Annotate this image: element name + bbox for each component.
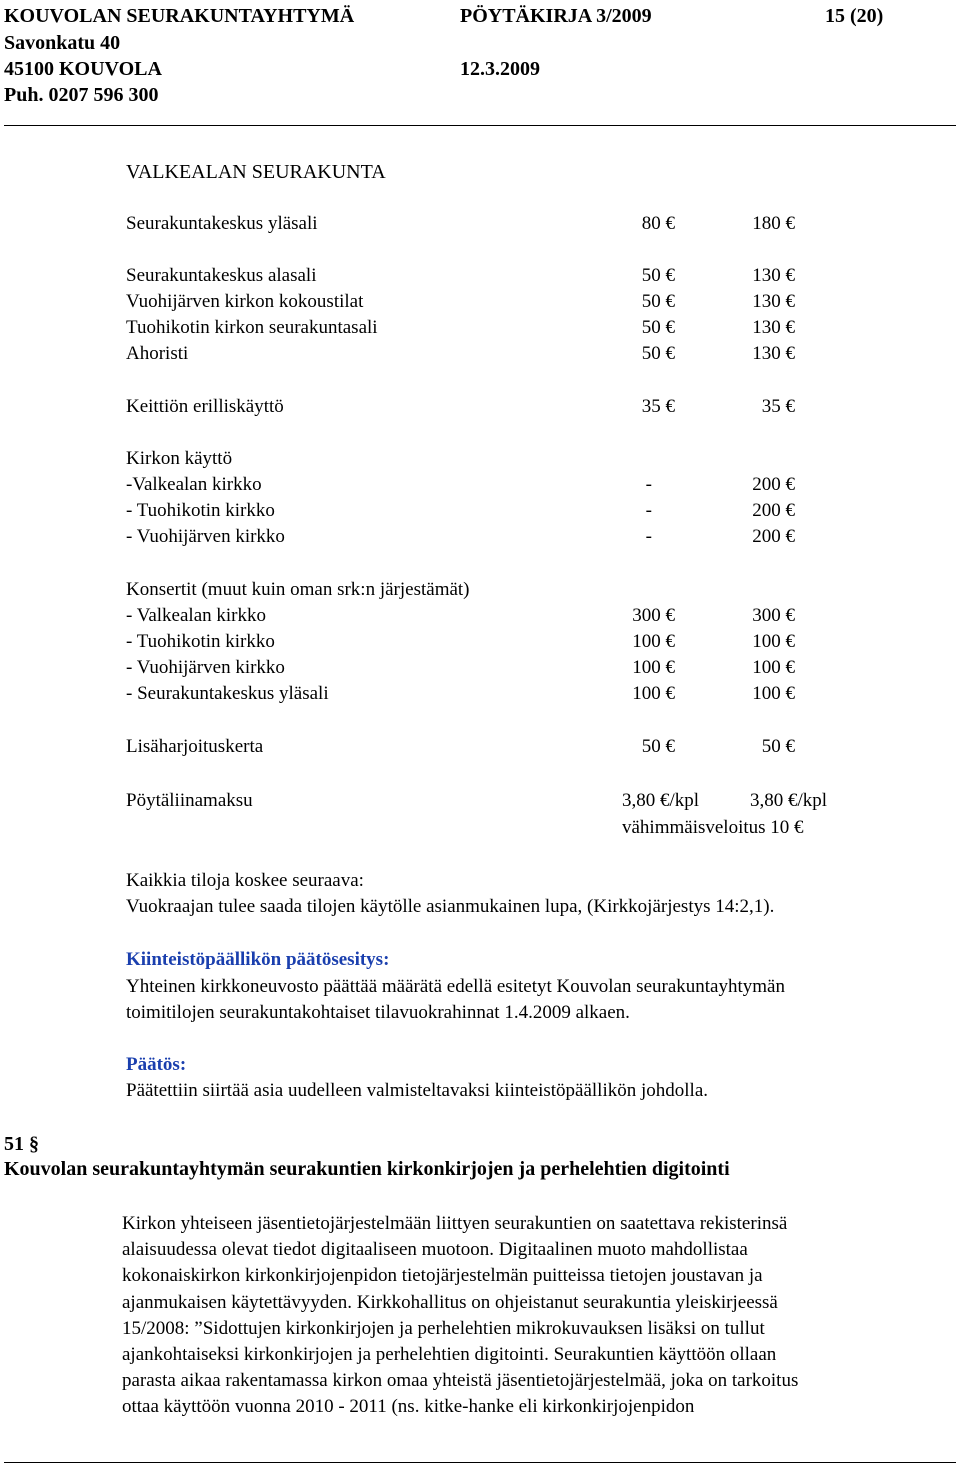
table-fee-row <box>0 791 960 813</box>
price-row-label: - Vuohijärven kirkko <box>126 526 285 547</box>
header-phone: Puh. 0207 596 300 <box>4 84 159 106</box>
section-title: VALKEALAN SEURAKUNTA <box>126 161 386 183</box>
price-row-value-1: 50 € <box>641 736 675 757</box>
item-body-line: ajanmukaisen käytettävyyden. Kirkkohallitus on ohjeistanut seurakuntia yleiskirjeessä <box>122 1292 778 1313</box>
price-row-heading <box>0 580 960 602</box>
table-fee-label: Pöytäliinamaksu <box>126 790 253 811</box>
table-fee-minimum-row <box>0 818 960 840</box>
price-row-value-2: 130 € <box>752 317 795 338</box>
price-row-value-2: 300 € <box>752 605 795 626</box>
price-row-label: -Valkealan kirkko <box>126 474 262 495</box>
header-city: 45100 KOUVOLA <box>4 58 162 80</box>
price-row-label: - Valkealan kirkko <box>126 605 266 626</box>
price-row <box>0 344 960 366</box>
price-row <box>0 292 960 314</box>
item-body-line: alaisuudessa olevat tiedot digitaaliseen muotoon. Digitaalinen muoto mahdollistaa <box>122 1239 748 1260</box>
decision-heading: Päätös: <box>126 1054 187 1075</box>
item-body-line: ottaa käyttöön vuonna 2010 - 2011 (ns. kitke-hanke eli kirkonkirjojenpidon <box>122 1396 695 1417</box>
item-body-line: parasta aikaa rakentamassa kirkon omaa yhteistä jäsentietojärjestelmää, joka on tarkoitus <box>122 1370 799 1391</box>
price-row <box>0 606 960 628</box>
price-row <box>0 266 960 288</box>
price-row-value-1: 80 € <box>641 213 675 234</box>
price-row-label: Lisäharjoituskerta <box>126 736 264 757</box>
price-row-value-1: 300 € <box>632 605 675 626</box>
price-row-value-1: 50 € <box>641 317 675 338</box>
price-row-label: Keittiön erilliskäyttö <box>126 396 284 417</box>
price-row-value-2: 130 € <box>752 343 795 364</box>
price-row-label: Seurakuntakeskus alasali <box>126 265 317 286</box>
price-row <box>0 475 960 497</box>
price-row <box>0 214 960 236</box>
item-title: Kouvolan seurakuntayhtymän seurakuntien kirkonkirjojen ja perhelehtien digitointi <box>4 1158 730 1180</box>
price-row-value-1: 100 € <box>632 631 675 652</box>
price-row-label: - Vuohijärven kirkko <box>126 657 285 678</box>
price-row-heading <box>0 449 960 471</box>
price-row <box>0 632 960 654</box>
price-row <box>0 684 960 706</box>
price-row-label: Konsertit (muut kuin oman srk:n järjestämät) <box>126 579 470 600</box>
price-row-value-1: - <box>645 474 652 495</box>
price-row-value-1: 50 € <box>641 343 675 364</box>
header-document: PÖYTÄKIRJA 3/2009 <box>460 5 652 27</box>
price-row-value-2: 130 € <box>752 291 795 312</box>
price-row-value-1: 50 € <box>641 265 675 286</box>
price-row-value-1: - <box>645 500 652 521</box>
price-row-label: Tuohikotin kirkon seurakuntasali <box>126 317 378 338</box>
proposal-line: Yhteinen kirkkoneuvosto päättää määrätä edellä esitetyt Kouvolan seurakuntayhtymän <box>126 976 785 997</box>
price-row-value-1: 50 € <box>641 291 675 312</box>
item-number: 51 § <box>4 1133 39 1155</box>
price-row-value-2: 50 € <box>761 736 795 757</box>
price-row <box>0 318 960 340</box>
header-date: 12.3.2009 <box>460 58 540 80</box>
price-row-value-1: 100 € <box>632 657 675 678</box>
price-row-value-2: 100 € <box>752 631 795 652</box>
price-row-value-2: 100 € <box>752 683 795 704</box>
header-page-number: 15 (20) <box>825 5 884 27</box>
price-row <box>0 501 960 523</box>
price-row <box>0 527 960 549</box>
table-fee-value-1: 3,80 €/kpl <box>622 790 700 811</box>
price-row <box>0 658 960 680</box>
header-street: Savonkatu 40 <box>4 32 121 54</box>
table-fee-minimum: vähimmäisveloitus 10 € <box>622 817 804 838</box>
price-row-value-2: 200 € <box>752 526 795 547</box>
item-body-line: 15/2008: ”Sidottujen kirkonkirjojen ja perhelehtien mikrokuvauksen lisäksi on tullut <box>122 1318 765 1339</box>
item-body-line: Kirkon yhteiseen jäsentietojärjestelmään liittyen seurakuntien on saatettava rekisterinsä <box>122 1213 788 1234</box>
price-row-value-1: - <box>645 526 652 547</box>
proposal-line: toimitilojen seurakuntakohtaiset tilavuokrahinnat 1.4.2009 alkaen. <box>126 1002 630 1023</box>
price-row-label: - Seurakuntakeskus yläsali <box>126 683 329 704</box>
price-row <box>0 397 960 419</box>
price-row-value-2: 200 € <box>752 474 795 495</box>
price-row-value-1: 100 € <box>632 683 675 704</box>
price-row-value-1: 35 € <box>641 396 675 417</box>
table-fee-value-2: 3,80 €/kpl <box>750 790 828 811</box>
price-row-value-2: 100 € <box>752 657 795 678</box>
item-body-line: ajankohtaiseksi kirkonkirjojen ja perhelehtien digitointi. Seurakuntien käyttöön ollaan <box>122 1344 777 1365</box>
price-row-label: Vuohijärven kirkon kokoustilat <box>126 291 364 312</box>
price-row-value-2: 130 € <box>752 265 795 286</box>
footer-divider <box>4 1462 956 1463</box>
decision-text: Päätettiin siirtää asia uudelleen valmisteltavaksi kiinteistöpäällikön johdolla. <box>126 1080 708 1101</box>
header-org: KOUVOLAN SEURAKUNTAYHTYMÄ <box>4 5 355 27</box>
price-row <box>0 737 960 759</box>
price-row-label: Kirkon käyttö <box>126 448 233 469</box>
applies-intro: Kaikkia tiloja koskee seuraava: <box>126 870 364 891</box>
proposal-heading: Kiinteistöpäällikön päätösesitys: <box>126 949 390 970</box>
price-row-value-2: 200 € <box>752 500 795 521</box>
price-row-value-2: 35 € <box>761 396 795 417</box>
item-body-line: kokonaiskirkon kirkonkirjojenpidon tietojärjestelmän puitteissa tietojen joustavan ja <box>122 1265 763 1286</box>
price-row-label: - Tuohikotin kirkko <box>126 500 275 521</box>
applies-text: Vuokraajan tulee saada tilojen käytölle asianmukainen lupa, (Kirkkojärjestys 14:2,1). <box>126 896 775 917</box>
price-row-value-2: 180 € <box>752 213 795 234</box>
price-row-label: - Tuohikotin kirkko <box>126 631 275 652</box>
price-row-label: Ahoristi <box>126 343 189 364</box>
header-divider <box>4 125 956 126</box>
price-row-label: Seurakuntakeskus yläsali <box>126 213 318 234</box>
